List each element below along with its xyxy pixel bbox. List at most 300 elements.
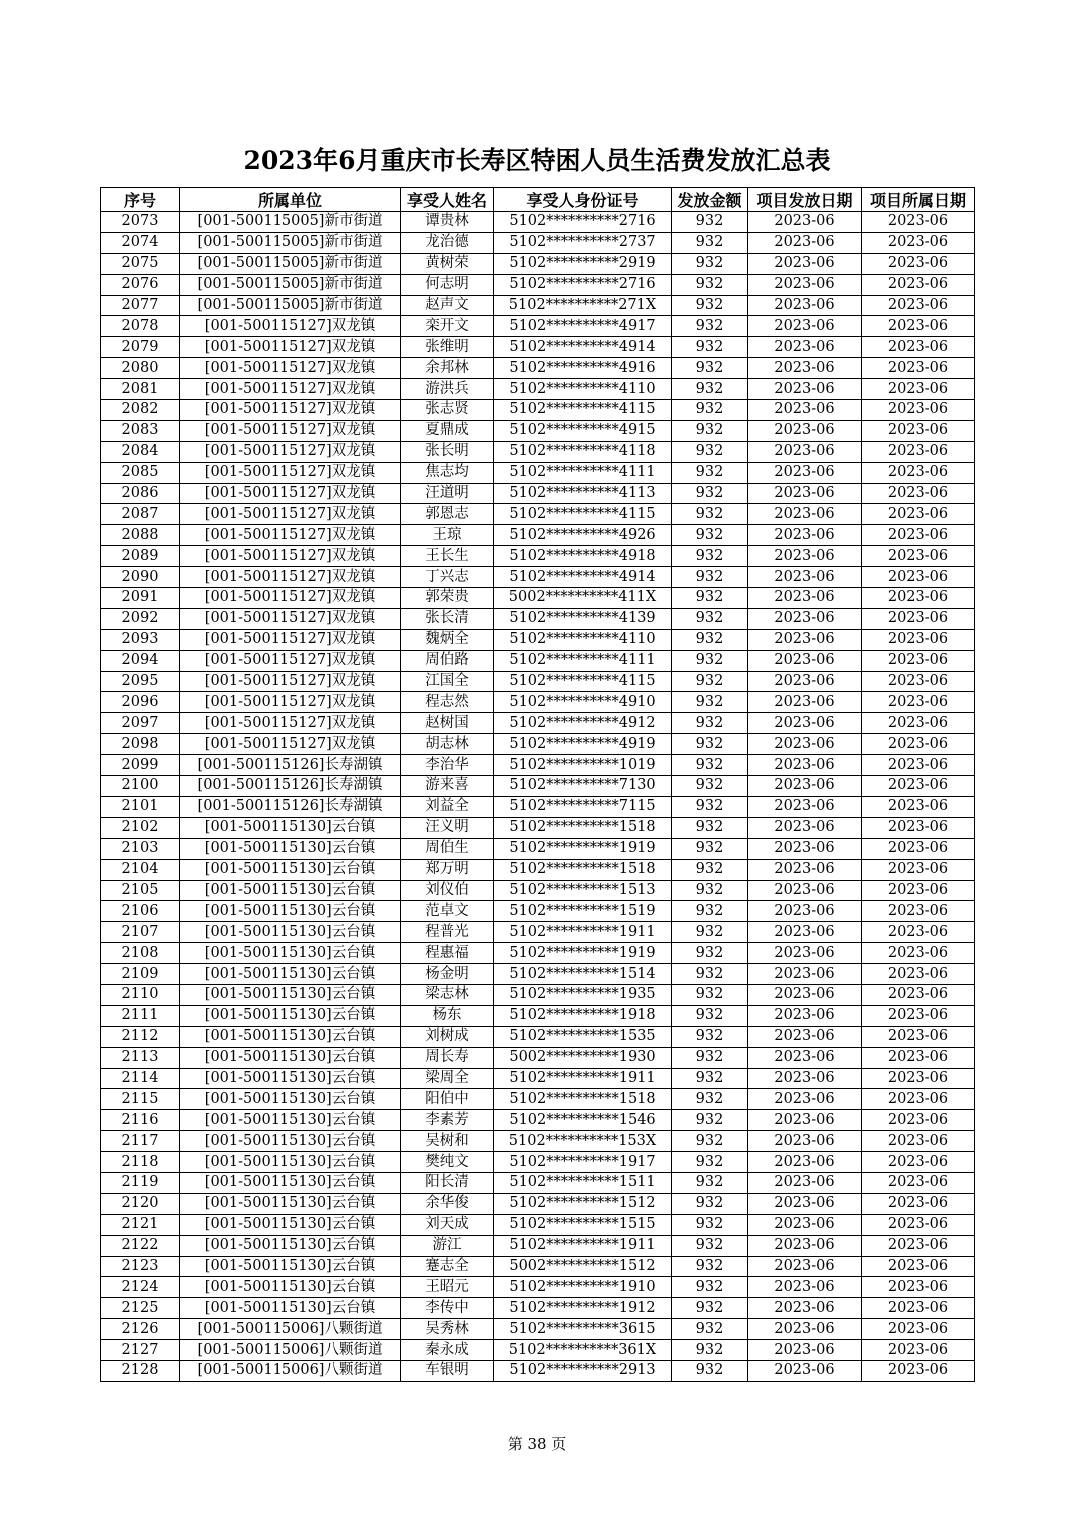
name-cell: 江国全 — [401, 671, 494, 692]
name-cell: 张志贤 — [401, 400, 494, 421]
belong-date-cell: 2023-06 — [862, 1152, 975, 1173]
serial-cell: 2082 — [101, 400, 180, 421]
id-number-cell: 5102**********1546 — [494, 1110, 672, 1131]
unit-cell: [001-500115127]双龙镇 — [180, 588, 401, 609]
id-number-cell: 5102**********4919 — [494, 734, 672, 755]
id-number-cell: 5102**********1535 — [494, 1026, 672, 1047]
issue-date-cell: 2023-06 — [748, 859, 862, 880]
serial-cell: 2103 — [101, 838, 180, 859]
id-number-cell: 5102**********1518 — [494, 859, 672, 880]
id-number-cell: 5102**********1518 — [494, 1089, 672, 1110]
serial-cell: 2115 — [101, 1089, 180, 1110]
issue-date-cell: 2023-06 — [748, 1172, 862, 1193]
belong-date-cell: 2023-06 — [862, 629, 975, 650]
amount-cell: 932 — [672, 1152, 748, 1173]
unit-cell: [001-500115127]双龙镇 — [180, 629, 401, 650]
id-number-cell: 5102**********1911 — [494, 1235, 672, 1256]
belong-date-cell: 2023-06 — [862, 379, 975, 400]
amount-cell: 932 — [672, 1256, 748, 1277]
table-row — [101, 358, 975, 379]
serial-cell: 2085 — [101, 462, 180, 483]
table-row — [101, 212, 975, 233]
amount-cell: 932 — [672, 232, 748, 253]
table-row — [101, 838, 975, 859]
table-body — [101, 212, 975, 1382]
issue-date-cell: 2023-06 — [748, 295, 862, 316]
serial-cell: 2109 — [101, 964, 180, 985]
amount-cell: 932 — [672, 1026, 748, 1047]
issue-date-cell: 2023-06 — [748, 253, 862, 274]
belong-date-cell: 2023-06 — [862, 1172, 975, 1193]
issue-date-cell: 2023-06 — [748, 462, 862, 483]
id-number-cell: 5102**********4110 — [494, 629, 672, 650]
amount-cell: 932 — [672, 1068, 748, 1089]
serial-cell: 2101 — [101, 796, 180, 817]
serial-cell: 2089 — [101, 546, 180, 567]
serial-cell: 2104 — [101, 859, 180, 880]
table-row — [101, 567, 975, 588]
issue-date-cell: 2023-06 — [748, 546, 862, 567]
unit-cell: [001-500115130]云台镇 — [180, 1298, 401, 1319]
belong-date-cell: 2023-06 — [862, 1089, 975, 1110]
table-row — [101, 379, 975, 400]
unit-cell: [001-500115127]双龙镇 — [180, 337, 401, 358]
amount-cell: 932 — [672, 1235, 748, 1256]
id-number-cell: 5102**********4111 — [494, 462, 672, 483]
name-cell: 郭荣贵 — [401, 588, 494, 609]
id-number-cell: 5102**********1515 — [494, 1214, 672, 1235]
unit-cell: [001-500115127]双龙镇 — [180, 671, 401, 692]
belong-date-cell: 2023-06 — [862, 943, 975, 964]
issue-date-cell: 2023-06 — [748, 650, 862, 671]
amount-cell: 932 — [672, 504, 748, 525]
col-header-name: 享受人姓名 — [401, 188, 494, 212]
unit-cell: [001-500115005]新市街道 — [180, 253, 401, 274]
unit-cell: [001-500115126]长寿湖镇 — [180, 776, 401, 797]
name-cell: 郑万明 — [401, 859, 494, 880]
amount-cell: 932 — [672, 608, 748, 629]
amount-cell: 932 — [672, 358, 748, 379]
serial-cell: 2086 — [101, 483, 180, 504]
serial-cell: 2077 — [101, 295, 180, 316]
amount-cell: 932 — [672, 859, 748, 880]
amount-cell: 932 — [672, 379, 748, 400]
table-row — [101, 1152, 975, 1173]
unit-cell: [001-500115005]新市街道 — [180, 212, 401, 233]
name-cell: 夏鼎成 — [401, 420, 494, 441]
unit-cell: [001-500115127]双龙镇 — [180, 546, 401, 567]
table-row — [101, 420, 975, 441]
table-row — [101, 253, 975, 274]
table-row — [101, 629, 975, 650]
belong-date-cell: 2023-06 — [862, 1131, 975, 1152]
id-number-cell: 5102**********4115 — [494, 400, 672, 421]
belong-date-cell: 2023-06 — [862, 838, 975, 859]
table-row — [101, 1193, 975, 1214]
unit-cell: [001-500115127]双龙镇 — [180, 713, 401, 734]
amount-cell: 932 — [672, 1005, 748, 1026]
issue-date-cell: 2023-06 — [748, 901, 862, 922]
amount-cell: 932 — [672, 567, 748, 588]
id-number-cell: 5102**********1019 — [494, 755, 672, 776]
belong-date-cell: 2023-06 — [862, 671, 975, 692]
id-number-cell: 5102**********2737 — [494, 232, 672, 253]
table-row — [101, 1131, 975, 1152]
serial-cell: 2106 — [101, 901, 180, 922]
serial-cell: 2126 — [101, 1319, 180, 1340]
table-row — [101, 400, 975, 421]
amount-cell: 932 — [672, 671, 748, 692]
id-number-cell: 5102**********271X — [494, 295, 672, 316]
name-cell: 张维明 — [401, 337, 494, 358]
unit-cell: [001-500115127]双龙镇 — [180, 608, 401, 629]
issue-date-cell: 2023-06 — [748, 796, 862, 817]
page-number: 第 38 页 — [507, 1435, 567, 1453]
issue-date-cell: 2023-06 — [748, 922, 862, 943]
belong-date-cell: 2023-06 — [862, 337, 975, 358]
issue-date-cell: 2023-06 — [748, 984, 862, 1005]
unit-cell: [001-500115127]双龙镇 — [180, 650, 401, 671]
issue-date-cell: 2023-06 — [748, 567, 862, 588]
issue-date-cell: 2023-06 — [748, 1152, 862, 1173]
table-row — [101, 546, 975, 567]
unit-cell: [001-500115127]双龙镇 — [180, 316, 401, 337]
table-row — [101, 817, 975, 838]
serial-cell: 2076 — [101, 274, 180, 295]
name-cell: 胡志林 — [401, 734, 494, 755]
belong-date-cell: 2023-06 — [862, 1026, 975, 1047]
unit-cell: [001-500115130]云台镇 — [180, 1193, 401, 1214]
belong-date-cell: 2023-06 — [862, 504, 975, 525]
issue-date-cell: 2023-06 — [748, 692, 862, 713]
table-row — [101, 1256, 975, 1277]
unit-cell: [001-500115130]云台镇 — [180, 1110, 401, 1131]
name-cell: 刘益全 — [401, 796, 494, 817]
amount-cell: 932 — [672, 734, 748, 755]
id-number-cell: 5002**********1930 — [494, 1047, 672, 1068]
name-cell: 程惠福 — [401, 943, 494, 964]
belong-date-cell: 2023-06 — [862, 316, 975, 337]
belong-date-cell: 2023-06 — [862, 1277, 975, 1298]
id-number-cell: 5102**********1935 — [494, 984, 672, 1005]
id-number-cell: 5102**********1919 — [494, 838, 672, 859]
name-cell: 刘仪伯 — [401, 880, 494, 901]
serial-cell: 2114 — [101, 1068, 180, 1089]
table-row — [101, 1277, 975, 1298]
serial-cell: 2124 — [101, 1277, 180, 1298]
name-cell: 游来喜 — [401, 776, 494, 797]
id-number-cell: 5102**********4118 — [494, 441, 672, 462]
issue-date-cell: 2023-06 — [748, 379, 862, 400]
name-cell: 阳伯中 — [401, 1089, 494, 1110]
unit-cell: [001-500115127]双龙镇 — [180, 567, 401, 588]
issue-date-cell: 2023-06 — [748, 1214, 862, 1235]
id-number-cell: 5102**********4115 — [494, 504, 672, 525]
unit-cell: [001-500115127]双龙镇 — [180, 504, 401, 525]
name-cell: 王琼 — [401, 525, 494, 546]
id-number-cell: 5102**********361X — [494, 1340, 672, 1361]
amount-cell: 932 — [672, 776, 748, 797]
issue-date-cell: 2023-06 — [748, 1026, 862, 1047]
unit-cell: [001-500115130]云台镇 — [180, 1068, 401, 1089]
amount-cell: 932 — [672, 713, 748, 734]
serial-cell: 2125 — [101, 1298, 180, 1319]
serial-cell: 2112 — [101, 1026, 180, 1047]
unit-cell: [001-500115005]新市街道 — [180, 274, 401, 295]
issue-date-cell: 2023-06 — [748, 713, 862, 734]
serial-cell: 2090 — [101, 567, 180, 588]
table-row — [101, 504, 975, 525]
belong-date-cell: 2023-06 — [862, 1298, 975, 1319]
name-cell: 程志然 — [401, 692, 494, 713]
amount-cell: 932 — [672, 1214, 748, 1235]
serial-cell: 2078 — [101, 316, 180, 337]
belong-date-cell: 2023-06 — [862, 420, 975, 441]
serial-cell: 2105 — [101, 880, 180, 901]
belong-date-cell: 2023-06 — [862, 1235, 975, 1256]
id-number-cell: 5102**********7115 — [494, 796, 672, 817]
belong-date-cell: 2023-06 — [862, 817, 975, 838]
issue-date-cell: 2023-06 — [748, 232, 862, 253]
table-row — [101, 1298, 975, 1319]
id-number-cell: 5102**********4115 — [494, 671, 672, 692]
table-row — [101, 943, 975, 964]
table-row — [101, 984, 975, 1005]
table-row — [101, 880, 975, 901]
name-cell: 余华俊 — [401, 1193, 494, 1214]
table-row — [101, 859, 975, 880]
serial-cell: 2123 — [101, 1256, 180, 1277]
name-cell: 赵树国 — [401, 713, 494, 734]
belong-date-cell: 2023-06 — [862, 1193, 975, 1214]
belong-date-cell: 2023-06 — [862, 525, 975, 546]
amount-cell: 932 — [672, 441, 748, 462]
id-number-cell: 5102**********4914 — [494, 337, 672, 358]
name-cell: 周长寿 — [401, 1047, 494, 1068]
issue-date-cell: 2023-06 — [748, 1319, 862, 1340]
id-number-cell: 5102**********4110 — [494, 379, 672, 400]
amount-cell: 932 — [672, 838, 748, 859]
belong-date-cell: 2023-06 — [862, 1256, 975, 1277]
id-number-cell: 5102**********1918 — [494, 1005, 672, 1026]
id-number-cell: 5102**********1519 — [494, 901, 672, 922]
amount-cell: 932 — [672, 212, 748, 233]
unit-cell: [001-500115126]长寿湖镇 — [180, 755, 401, 776]
belong-date-cell: 2023-06 — [862, 692, 975, 713]
col-header-unit: 所属单位 — [180, 188, 401, 212]
unit-cell: [001-500115006]八颗街道 — [180, 1340, 401, 1361]
name-cell: 周伯路 — [401, 650, 494, 671]
belong-date-cell: 2023-06 — [862, 1005, 975, 1026]
amount-cell: 932 — [672, 546, 748, 567]
issue-date-cell: 2023-06 — [748, 400, 862, 421]
unit-cell: [001-500115006]八颗街道 — [180, 1319, 401, 1340]
table-row — [101, 588, 975, 609]
unit-cell: [001-500115127]双龙镇 — [180, 441, 401, 462]
belong-date-cell: 2023-06 — [862, 546, 975, 567]
table-row — [101, 1005, 975, 1026]
id-number-cell: 5102**********2913 — [494, 1360, 672, 1381]
table-header-row — [101, 188, 975, 212]
amount-cell: 932 — [672, 400, 748, 421]
name-cell: 范卓文 — [401, 901, 494, 922]
table-row — [101, 1068, 975, 1089]
amount-cell: 932 — [672, 901, 748, 922]
issue-date-cell: 2023-06 — [748, 420, 862, 441]
amount-cell: 932 — [672, 943, 748, 964]
table-row — [101, 901, 975, 922]
unit-cell: [001-500115127]双龙镇 — [180, 734, 401, 755]
issue-date-cell: 2023-06 — [748, 755, 862, 776]
table-row — [101, 692, 975, 713]
table-row — [101, 483, 975, 504]
name-cell: 李治华 — [401, 755, 494, 776]
serial-cell: 2087 — [101, 504, 180, 525]
belong-date-cell: 2023-06 — [862, 232, 975, 253]
amount-cell: 932 — [672, 650, 748, 671]
unit-cell: [001-500115006]八颗街道 — [180, 1360, 401, 1381]
unit-cell: [001-500115130]云台镇 — [180, 838, 401, 859]
belong-date-cell: 2023-06 — [862, 1047, 975, 1068]
issue-date-cell: 2023-06 — [748, 880, 862, 901]
serial-cell: 2118 — [101, 1152, 180, 1173]
table-row — [101, 1089, 975, 1110]
serial-cell: 2122 — [101, 1235, 180, 1256]
id-number-cell: 5102**********2919 — [494, 253, 672, 274]
amount-cell: 932 — [672, 588, 748, 609]
serial-cell: 2116 — [101, 1110, 180, 1131]
name-cell: 汪道明 — [401, 483, 494, 504]
belong-date-cell: 2023-06 — [862, 964, 975, 985]
name-cell: 吴树和 — [401, 1131, 494, 1152]
issue-date-cell: 2023-06 — [748, 1005, 862, 1026]
issue-date-cell: 2023-06 — [748, 212, 862, 233]
serial-cell: 2119 — [101, 1172, 180, 1193]
id-number-cell: 5102**********1911 — [494, 922, 672, 943]
name-cell: 赵声文 — [401, 295, 494, 316]
id-number-cell: 5102**********1511 — [494, 1172, 672, 1193]
amount-cell: 932 — [672, 525, 748, 546]
table-row — [101, 922, 975, 943]
belong-date-cell: 2023-06 — [862, 274, 975, 295]
name-cell: 谭贵林 — [401, 212, 494, 233]
belong-date-cell: 2023-06 — [862, 441, 975, 462]
belong-date-cell: 2023-06 — [862, 1214, 975, 1235]
issue-date-cell: 2023-06 — [748, 734, 862, 755]
unit-cell: [001-500115130]云台镇 — [180, 1131, 401, 1152]
col-header-issue-date: 项目发放日期 — [748, 188, 862, 212]
id-number-cell: 5102**********1513 — [494, 880, 672, 901]
table-row — [101, 316, 975, 337]
name-cell: 梁志林 — [401, 984, 494, 1005]
id-number-cell: 5102**********2716 — [494, 274, 672, 295]
table-row — [101, 1360, 975, 1381]
table-row — [101, 525, 975, 546]
issue-date-cell: 2023-06 — [748, 358, 862, 379]
issue-date-cell: 2023-06 — [748, 817, 862, 838]
name-cell: 吴秀林 — [401, 1319, 494, 1340]
id-number-cell: 5002**********1512 — [494, 1256, 672, 1277]
unit-cell: [001-500115130]云台镇 — [180, 1089, 401, 1110]
serial-cell: 2092 — [101, 608, 180, 629]
unit-cell: [001-500115130]云台镇 — [180, 964, 401, 985]
name-cell: 余邦林 — [401, 358, 494, 379]
issue-date-cell: 2023-06 — [748, 943, 862, 964]
col-header-id-number: 享受人身份证号 — [494, 188, 672, 212]
amount-cell: 932 — [672, 253, 748, 274]
serial-cell: 2121 — [101, 1214, 180, 1235]
amount-cell: 932 — [672, 1131, 748, 1152]
table-row — [101, 796, 975, 817]
table-row — [101, 755, 975, 776]
amount-cell: 932 — [672, 1298, 748, 1319]
table-row — [101, 964, 975, 985]
belong-date-cell: 2023-06 — [862, 588, 975, 609]
table-row — [101, 1340, 975, 1361]
amount-cell: 932 — [672, 1360, 748, 1381]
serial-cell: 2094 — [101, 650, 180, 671]
belong-date-cell: 2023-06 — [862, 901, 975, 922]
serial-cell: 2088 — [101, 525, 180, 546]
page-title: 2023年6月重庆市长寿区特困人员生活费发放汇总表 — [243, 146, 831, 175]
id-number-cell: 5102**********4912 — [494, 713, 672, 734]
belong-date-cell: 2023-06 — [862, 400, 975, 421]
amount-cell: 932 — [672, 420, 748, 441]
name-cell: 程普光 — [401, 922, 494, 943]
name-cell: 郭恩志 — [401, 504, 494, 525]
id-number-cell: 5102**********4915 — [494, 420, 672, 441]
id-number-cell: 5102**********4917 — [494, 316, 672, 337]
serial-cell: 2080 — [101, 358, 180, 379]
name-cell: 杨金明 — [401, 964, 494, 985]
id-number-cell: 5102**********1917 — [494, 1152, 672, 1173]
serial-cell: 2110 — [101, 984, 180, 1005]
table-row — [101, 1214, 975, 1235]
serial-cell: 2128 — [101, 1360, 180, 1381]
serial-cell: 2111 — [101, 1005, 180, 1026]
name-cell: 焦志均 — [401, 462, 494, 483]
unit-cell: [001-500115127]双龙镇 — [180, 462, 401, 483]
table-row — [101, 337, 975, 358]
unit-cell: [001-500115130]云台镇 — [180, 1152, 401, 1173]
amount-cell: 932 — [672, 1089, 748, 1110]
belong-date-cell: 2023-06 — [862, 567, 975, 588]
issue-date-cell: 2023-06 — [748, 337, 862, 358]
name-cell: 阳长清 — [401, 1172, 494, 1193]
amount-cell: 932 — [672, 1172, 748, 1193]
issue-date-cell: 2023-06 — [748, 274, 862, 295]
table-row — [101, 776, 975, 797]
unit-cell: [001-500115130]云台镇 — [180, 1172, 401, 1193]
serial-cell: 2127 — [101, 1340, 180, 1361]
issue-date-cell: 2023-06 — [748, 525, 862, 546]
unit-cell: [001-500115130]云台镇 — [180, 922, 401, 943]
serial-cell: 2073 — [101, 212, 180, 233]
issue-date-cell: 2023-06 — [748, 1298, 862, 1319]
issue-date-cell: 2023-06 — [748, 504, 862, 525]
unit-cell: [001-500115130]云台镇 — [180, 817, 401, 838]
serial-cell: 2100 — [101, 776, 180, 797]
amount-cell: 932 — [672, 462, 748, 483]
name-cell: 李传中 — [401, 1298, 494, 1319]
serial-cell: 2113 — [101, 1047, 180, 1068]
name-cell: 栾开文 — [401, 316, 494, 337]
unit-cell: [001-500115130]云台镇 — [180, 1047, 401, 1068]
serial-cell: 2095 — [101, 671, 180, 692]
serial-cell: 2083 — [101, 420, 180, 441]
belong-date-cell: 2023-06 — [862, 859, 975, 880]
serial-cell: 2079 — [101, 337, 180, 358]
